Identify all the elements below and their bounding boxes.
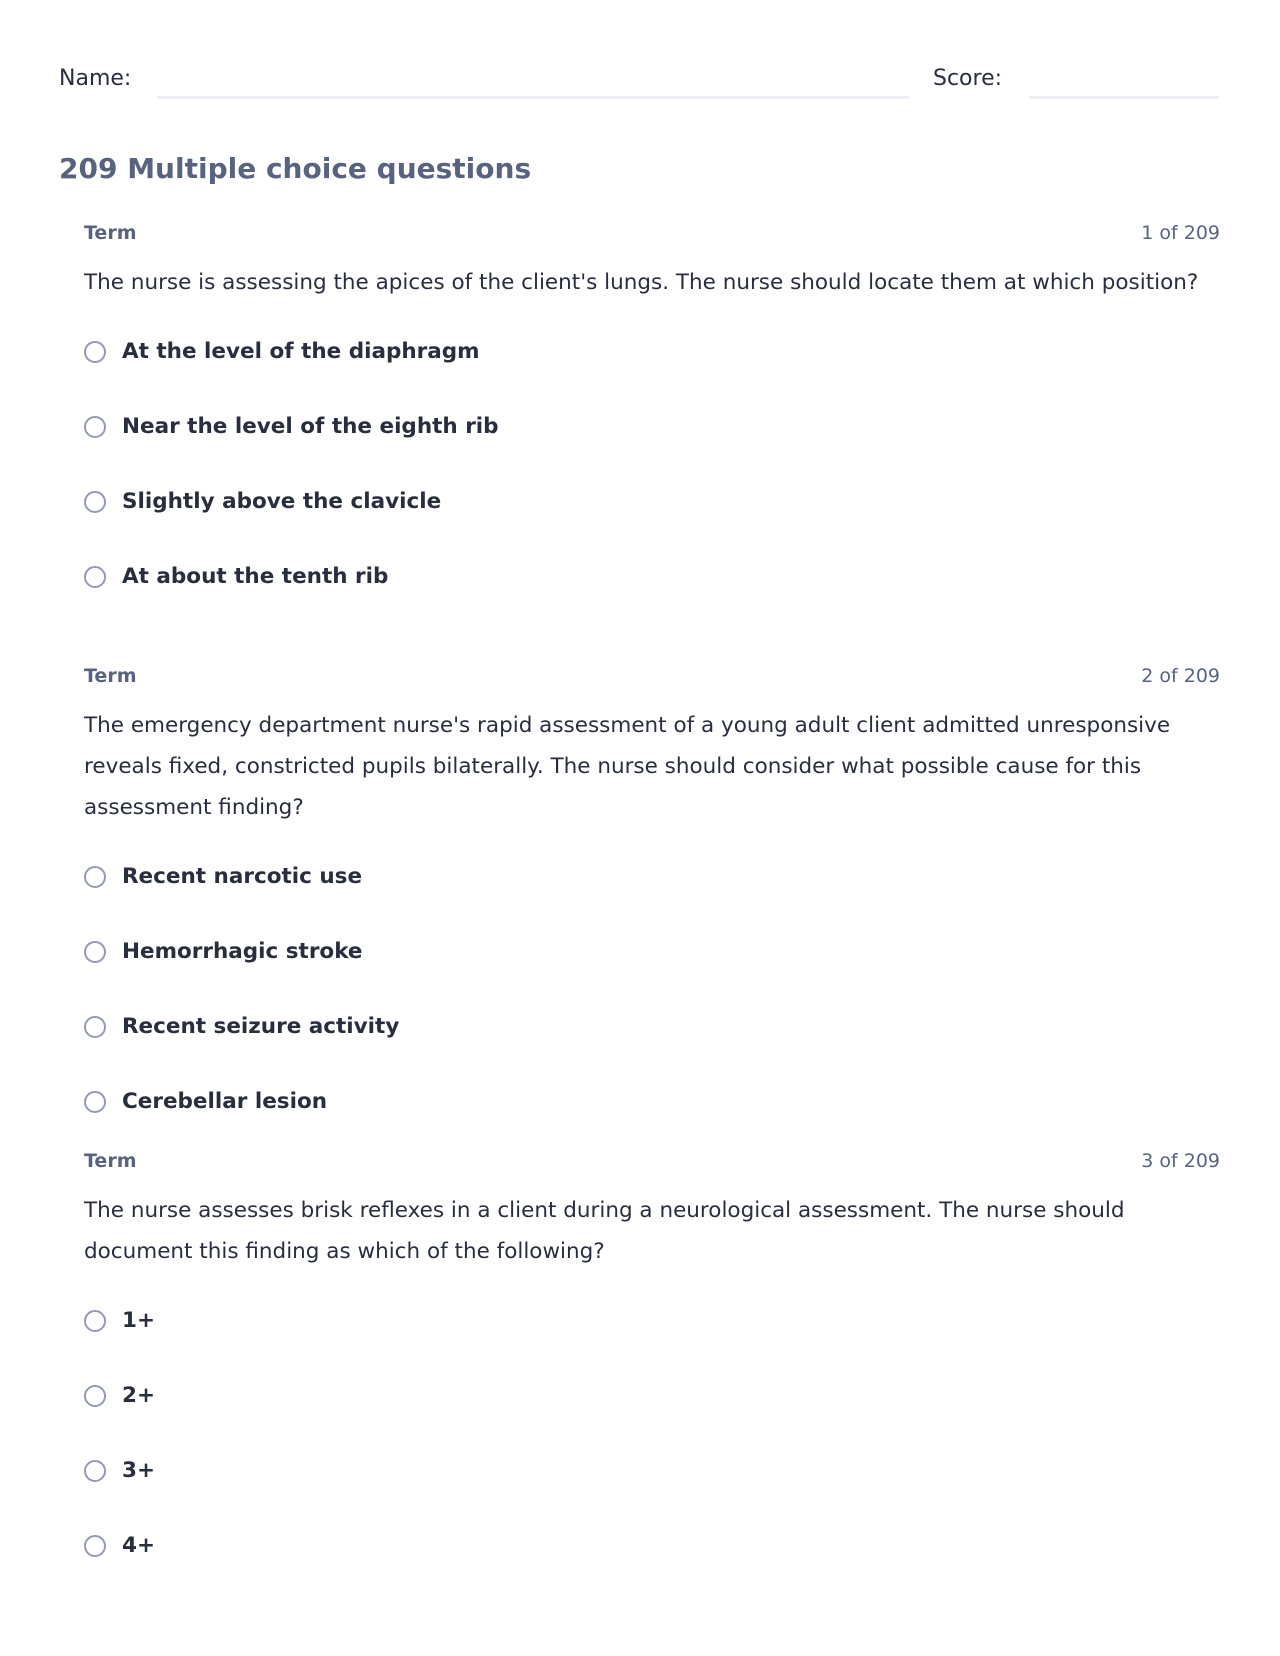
- name-label: Name:: [59, 66, 132, 91]
- score-label: Score:: [933, 66, 1003, 91]
- question-header: [84, 665, 1220, 695]
- question-prompt: The emergency department nurse's rapid assessment of a young adult client admitted unresponsive reveals fixed, constricted pupils bilaterally. The nurse should consider what possible cause for this assessment finding?: [84, 713, 1171, 820]
- answer-option[interactable]: [84, 1433, 1220, 1508]
- answer-option[interactable]: [84, 989, 1220, 1064]
- answer-option[interactable]: [84, 464, 1220, 539]
- radio-button-icon[interactable]: [84, 1385, 106, 1407]
- name-score-header: [59, 64, 1219, 104]
- term-label: Term: [84, 665, 137, 687]
- name-field-line[interactable]: [157, 96, 909, 99]
- question-header: [84, 1150, 1220, 1180]
- radio-button-icon[interactable]: [84, 1091, 106, 1113]
- answer-options: [84, 839, 1220, 1139]
- section-title: 209 Multiple choice questions: [59, 152, 532, 185]
- option-label: At about the tenth rib: [122, 564, 389, 589]
- answer-option[interactable]: [84, 539, 1220, 614]
- option-label: At the level of the diaphragm: [122, 339, 480, 364]
- answer-option[interactable]: [84, 389, 1220, 464]
- question-prompt: The nurse is assessing the apices of the client's lungs. The nurse should locate them at which position?: [84, 270, 1199, 295]
- question-counter: 2 of 209: [1141, 665, 1220, 687]
- answer-option[interactable]: [84, 1508, 1220, 1583]
- option-label: 2+: [122, 1383, 155, 1408]
- answer-option[interactable]: [84, 314, 1220, 389]
- answer-options: [84, 1283, 1220, 1583]
- option-label: Cerebellar lesion: [122, 1089, 328, 1114]
- option-label: Recent seizure activity: [122, 1014, 400, 1039]
- question-card-1: [84, 222, 1220, 614]
- radio-button-icon[interactable]: [84, 491, 106, 513]
- question-counter: 3 of 209: [1141, 1150, 1220, 1172]
- radio-button-icon[interactable]: [84, 866, 106, 888]
- radio-button-icon[interactable]: [84, 1310, 106, 1332]
- question-header: [84, 222, 1220, 252]
- option-label: Recent narcotic use: [122, 864, 363, 889]
- question-prompt: The nurse assesses brisk reflexes in a client during a neurological assessment. The nurse should document this finding as which of the following?: [84, 1198, 1125, 1264]
- option-label: Near the level of the eighth rib: [122, 414, 499, 439]
- answer-option[interactable]: [84, 839, 1220, 914]
- radio-button-icon[interactable]: [84, 941, 106, 963]
- radio-button-icon[interactable]: [84, 566, 106, 588]
- option-label: Slightly above the clavicle: [122, 489, 442, 514]
- radio-button-icon[interactable]: [84, 341, 106, 363]
- option-label: 4+: [122, 1533, 155, 1558]
- term-label: Term: [84, 222, 137, 244]
- answer-option[interactable]: [84, 1064, 1220, 1139]
- term-label: Term: [84, 1150, 137, 1172]
- radio-button-icon[interactable]: [84, 1016, 106, 1038]
- answer-option[interactable]: [84, 1283, 1220, 1358]
- score-field-line[interactable]: [1029, 96, 1219, 99]
- question-card-3: [84, 1150, 1220, 1583]
- answer-option[interactable]: [84, 914, 1220, 989]
- option-label: 1+: [122, 1308, 155, 1333]
- radio-button-icon[interactable]: [84, 1460, 106, 1482]
- answer-option[interactable]: [84, 1358, 1220, 1433]
- option-label: Hemorrhagic stroke: [122, 939, 363, 964]
- answer-options: [84, 314, 1220, 614]
- question-card-2: [84, 665, 1220, 1139]
- question-counter: 1 of 209: [1141, 222, 1220, 244]
- option-label: 3+: [122, 1458, 155, 1483]
- radio-button-icon[interactable]: [84, 416, 106, 438]
- radio-button-icon[interactable]: [84, 1535, 106, 1557]
